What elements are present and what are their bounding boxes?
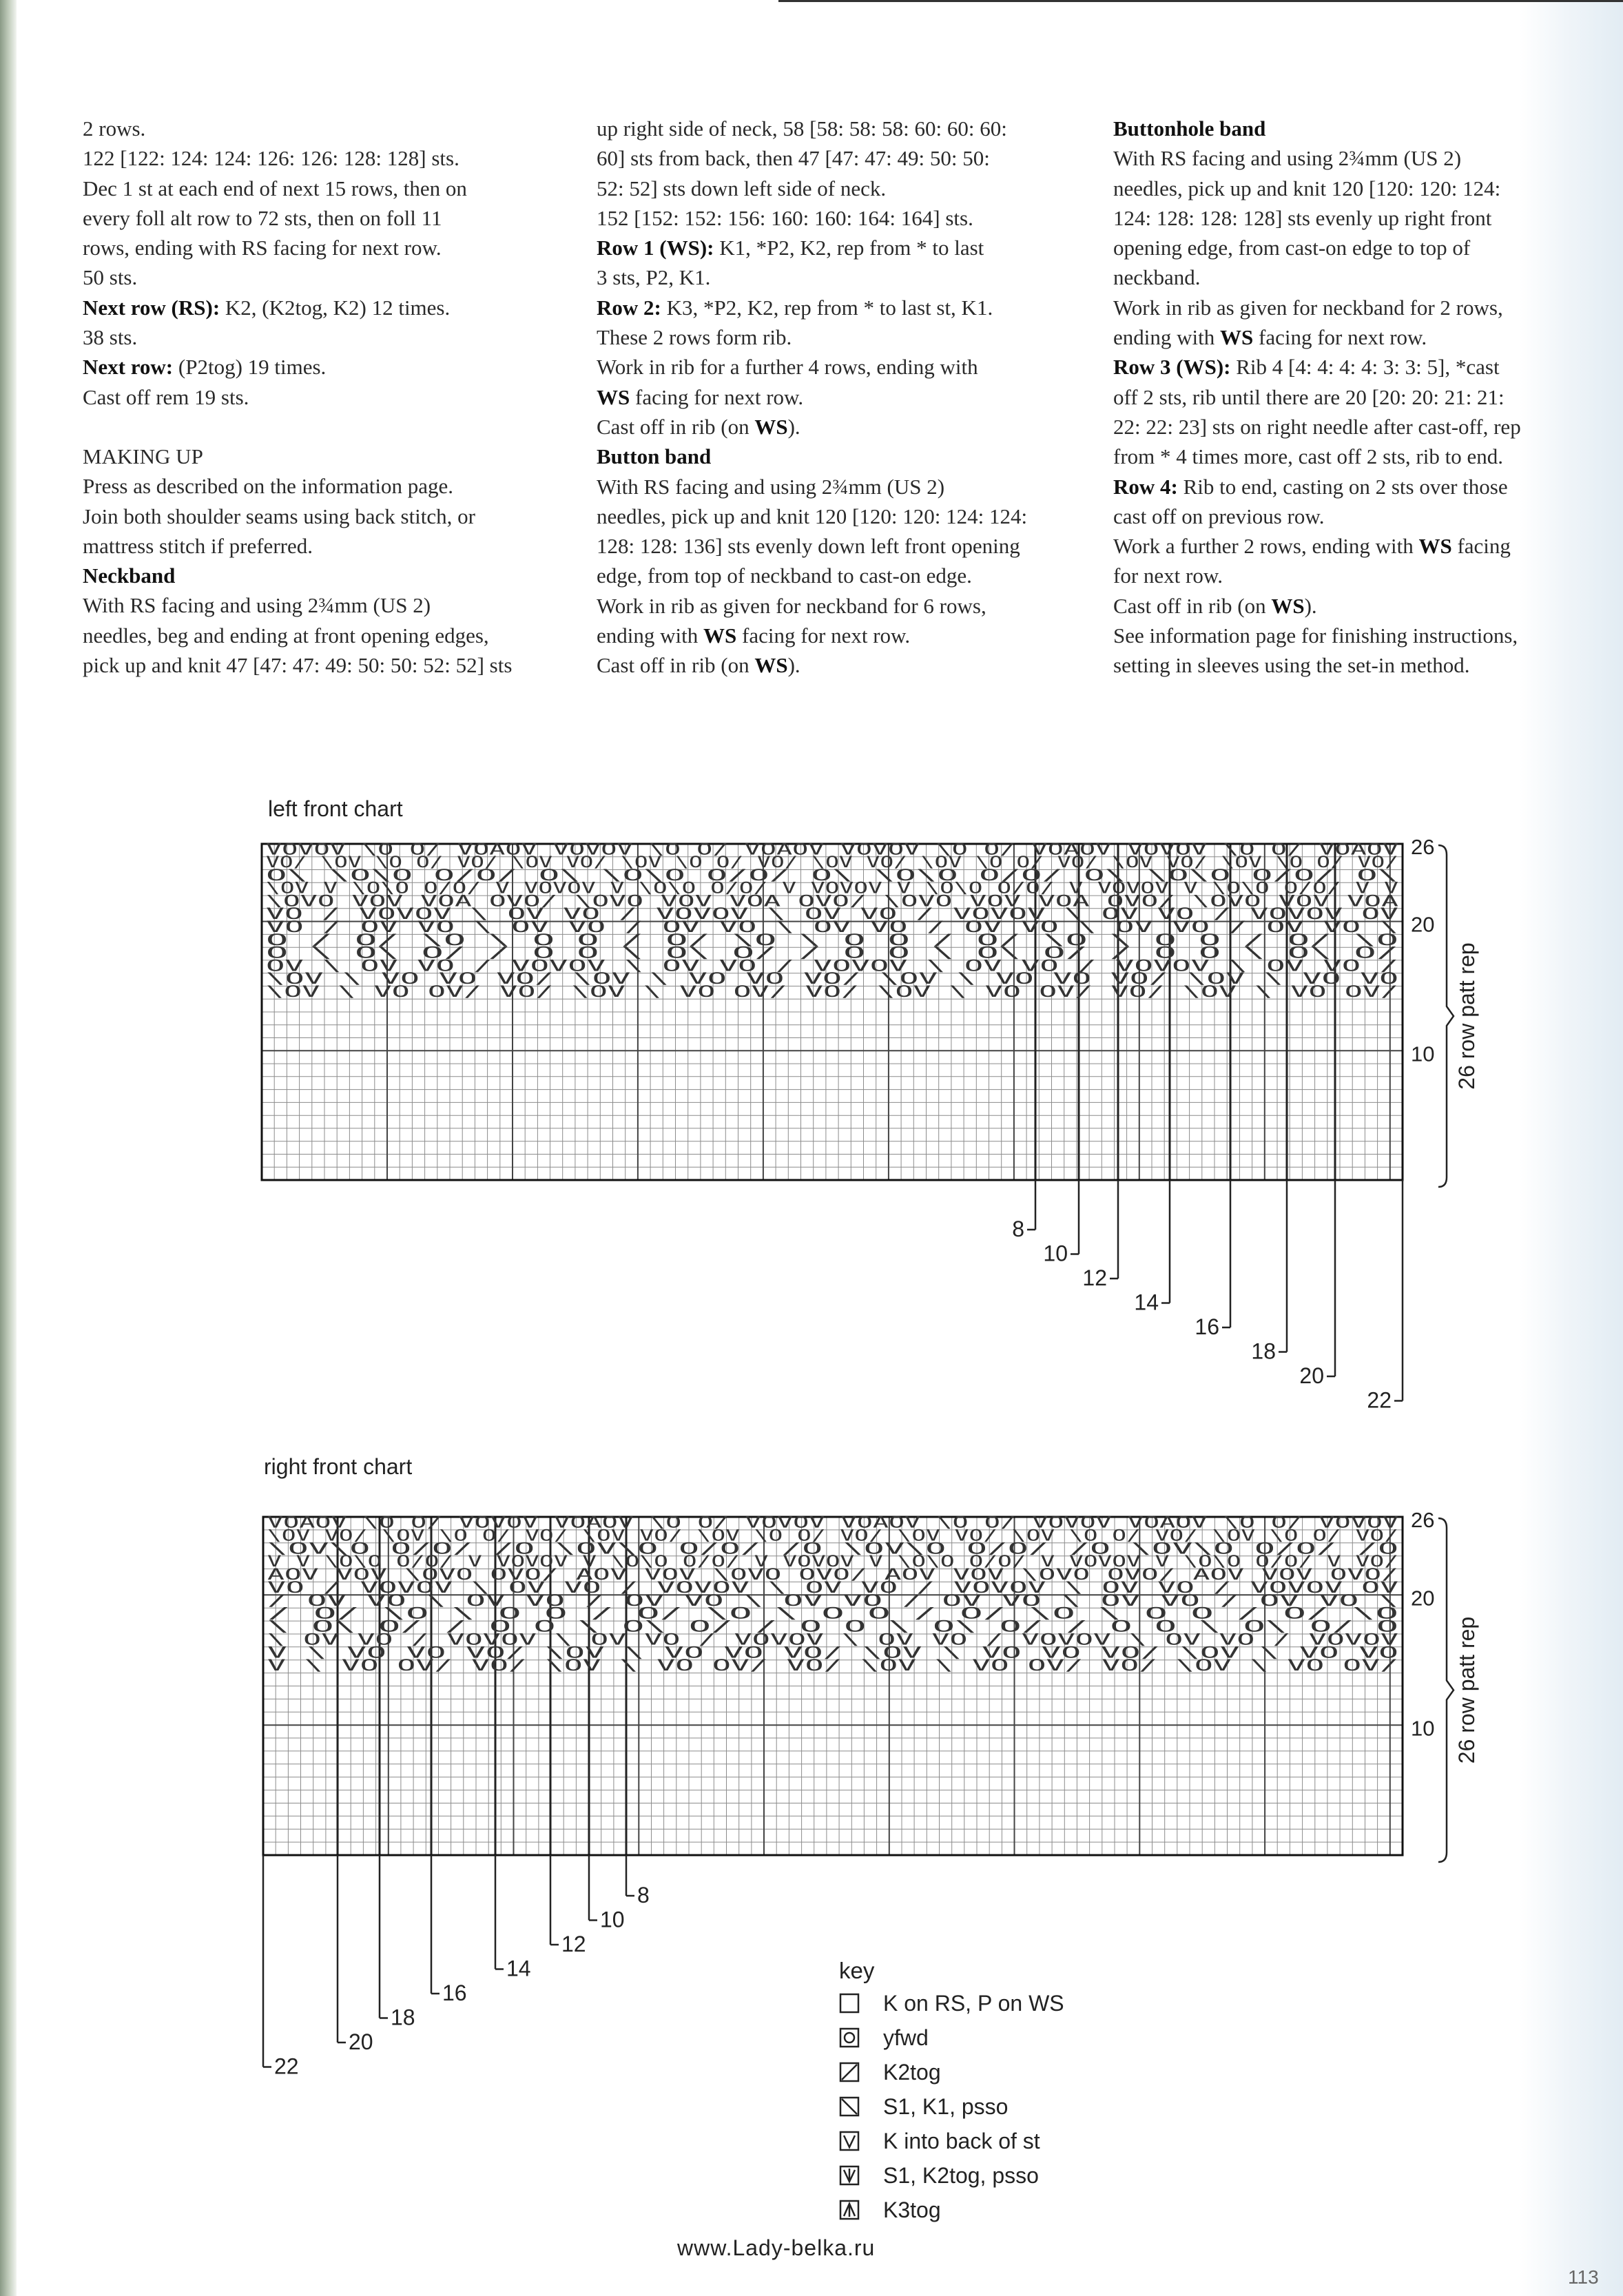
right-repeat-label: 26 row patt rep xyxy=(1454,1616,1479,1764)
bold-term: Row 1 (WS): xyxy=(597,236,714,260)
key-item-label: S1, K1, psso xyxy=(883,2093,1009,2119)
text-line: needles, pick up and knit 120 [120: 120: 124: 124: xyxy=(597,504,1028,528)
text-line: off 2 sts, rib until there are 20 [20: 20: 21: 21: xyxy=(1113,384,1505,409)
right-symbol-row: \ OV VO / VOVOV \ OV VO / VOVOV \ OV VO / VOVOV \ OV VO / VOVOV xyxy=(267,1631,1398,1649)
text-line: cast off on previous row. xyxy=(1113,504,1325,528)
key-circle-icon xyxy=(839,2027,860,2048)
key-vbar-icon xyxy=(839,2165,860,2186)
key-backslash-icon xyxy=(839,2096,860,2117)
key-item xyxy=(839,2160,1039,2191)
text-line: needles, pick up and knit 120 [120: 120: 124: xyxy=(1113,176,1501,200)
key-item-label: yfwd xyxy=(883,2025,929,2050)
key-a-icon xyxy=(839,2200,860,2220)
section-heading-making-up: MAKING UP xyxy=(83,444,203,468)
text-fragment: Work a further 2 rows, ending with xyxy=(1113,534,1419,559)
key-item-label: K on RS, P on WS xyxy=(883,1990,1064,2016)
bold-term: WS xyxy=(754,653,788,678)
key-item xyxy=(839,2195,941,2225)
text-line: 3 sts, P2, K1. xyxy=(597,265,711,290)
text-fragment: facing xyxy=(1451,534,1511,559)
left-symbol-row: O / O/ \O \ O O / O/ \O \ O O / O/ \O \ O O / O/ \O xyxy=(266,931,1398,949)
text-line: neckband. xyxy=(1113,265,1201,290)
right-size-label: 16 xyxy=(442,1980,467,2005)
text-line: 38 sts. xyxy=(83,325,138,350)
text-line: Cast off rem 19 sts. xyxy=(83,384,249,409)
right-size-label: 20 xyxy=(349,2029,373,2054)
left-size-label: 14 xyxy=(1134,1290,1159,1315)
key-item xyxy=(839,2091,1008,2122)
left-repeat-label: 26 row patt rep xyxy=(1454,942,1479,1090)
left-size-label: 22 xyxy=(1367,1387,1392,1413)
text-line: pick up and knit 47 [47: 47: 49: 50: 50: 52: 52] sts xyxy=(83,653,513,678)
key-item-label: K2tog xyxy=(883,2059,941,2085)
left-symbol-row: VOVOV \O O/ VOAOV VOVOV \O O/ VOAOV VOVOV \O O/ VOAOV VOVOV \O O/ VOAOV xyxy=(266,841,1398,859)
text-fragment: Cast off in rib (on xyxy=(1113,593,1272,618)
right-symbol-row: / OV VO \ OV VO / OV VO \ OV VO / OV VO \ OV VO / OV VO \ xyxy=(267,1592,1399,1610)
bold-term: WS xyxy=(703,623,737,648)
key-item-label: S1, K2tog, psso xyxy=(883,2162,1039,2188)
text-fragment: ending with xyxy=(597,623,703,648)
text-fragment: ). xyxy=(787,653,800,678)
left-row-number-label: 26 xyxy=(1411,835,1435,859)
text-line: every foll alt row to 72 sts, then on foll 11 xyxy=(83,205,442,230)
right-size-label: 10 xyxy=(600,1907,625,1932)
text-line: opening edge, from cast-on edge to top of xyxy=(1113,236,1471,260)
text-fragment: (P2tog) 19 times. xyxy=(173,355,327,380)
website-watermark: www.Lady-belka.ru xyxy=(677,2235,876,2260)
key-item-label: K into back of st xyxy=(883,2128,1040,2153)
left-symbol-row: \OV \ VO VO VO/ \OV \ VO VO VO/ \OV \ VO VO VO/ \OV \ VO VO xyxy=(266,971,1398,989)
text-line: With RS facing and using 2¾mm (US 2) xyxy=(597,474,945,499)
text-line: With RS facing and using 2¾mm (US 2) xyxy=(1113,146,1462,171)
text-line: needles, beg and ending at front opening edges, xyxy=(83,623,489,648)
right-size-label: 22 xyxy=(274,2054,299,2079)
text-line: Work in rib as given for neckband for 2 rows, xyxy=(1113,295,1503,320)
right-symbol-row: \OV\O O/O/ /O \OV\O O/O/ /O \OV\O O/O/ /O \OV\O O/O/ /O xyxy=(267,1540,1398,1558)
left-symbol-row: VO/ \OV \O O/ VO/ \OV VO/ \OV \O O/ VO/ \OV VO/ \OV \O O/ VO/ \OV VO/ \OV \O O/ VO/ xyxy=(266,854,1398,872)
text-fragment: ). xyxy=(787,414,800,439)
right-symbol-row: \ O\ O/ / O O \ O\ O/ / O O \ O\ O/ / O O \ O\ O/ O xyxy=(267,1618,1398,1636)
bold-term: WS xyxy=(1220,325,1254,350)
text-line: from * 4 times more, cast off 2 sts, rib to end. xyxy=(1113,444,1503,469)
right-symbol-row: / O/ \O \ O O / O/ \O \ O O / O/ \O \ O O / O/ \O xyxy=(267,1605,1399,1623)
right-size-label: 14 xyxy=(506,1956,531,1981)
left-symbol-row: O\ \O\O O/O/ O\ \O\O O/O/ O\ \O\O O/O/ O\ \O\O O/O/ O\ xyxy=(266,867,1398,885)
right-symbol-row: \OV VO/ \OV \O O/ VO/ \OV VO/ \OV \O O/ VO/ \OV VO/ \OV \O O/ VO/ \OV \O O/ VO/ xyxy=(267,1527,1398,1545)
text-line: Work in rib as given for neckband for 6 rows, xyxy=(597,593,986,618)
text-fragment: facing for next row. xyxy=(630,384,804,409)
right-row-number-label: 26 xyxy=(1411,1508,1435,1533)
key-item-label: K3tog xyxy=(883,2197,941,2222)
key-blank-icon xyxy=(839,1993,860,2014)
text-line: 124: 128: 128: 128] sts evenly up right front xyxy=(1113,205,1492,230)
text-line: 52: 52] sts down left side of neck. xyxy=(597,176,887,200)
right-symbol-row: V \ VO VO VO/ \OV \ VO VO VO/ \OV \ VO VO VO/ \OV \ VO VO xyxy=(267,1644,1399,1662)
left-size-label: 20 xyxy=(1299,1363,1324,1388)
right-row-number-label: 10 xyxy=(1411,1716,1435,1741)
text-line: Dec 1 st at each end of next 15 rows, then on xyxy=(83,176,467,200)
left-size-label: 12 xyxy=(1082,1265,1107,1290)
left-repeat-bracket xyxy=(1438,845,1454,1187)
key-v-icon xyxy=(839,2131,860,2151)
text-line: 60] sts from back, then 47 [47: 47: 49: 50: 50: xyxy=(597,146,990,171)
text-fragment: K3, *P2, K2, rep from * to last st, K1. xyxy=(661,295,993,320)
text-fragment: ). xyxy=(1304,593,1317,618)
left-size-label: 8 xyxy=(1012,1217,1024,1241)
section-heading-button-band: Button band xyxy=(597,444,712,469)
text-fragment: ending with xyxy=(1113,325,1220,350)
text-fragment: Cast off in rib (on xyxy=(597,414,755,439)
text-line: 128: 128: 136] sts evenly down left front opening xyxy=(597,534,1020,559)
text-line: up right side of neck, 58 [58: 58: 58: 60: 60: 60: xyxy=(597,116,1007,141)
text-fragment: Cast off in rib (on xyxy=(597,653,755,678)
left-symbol-row: VO / VOVOV \ OV VO / VOVOV \ OV VO / VOVOV \ OV VO / VOVOV OV xyxy=(266,906,1398,924)
text-line: See information page for finishing instructions, xyxy=(1113,623,1518,648)
key-item xyxy=(839,2126,1040,2156)
text-line: setting in sleeves using the set-in method. xyxy=(1113,653,1470,678)
bold-term: WS xyxy=(1418,534,1452,559)
left-size-label: 10 xyxy=(1043,1241,1068,1266)
text-line: mattress stitch if preferred. xyxy=(83,533,313,558)
key-item xyxy=(839,1988,1064,2018)
text-fragment: K2, (K2tog, K2) 12 times. xyxy=(220,295,451,320)
section-heading-neckband: Neckband xyxy=(83,563,176,588)
text-line: With RS facing and using 2¾mm (US 2) xyxy=(83,593,431,618)
left-row-number-label: 10 xyxy=(1411,1042,1435,1066)
right-symbol-row: VOAOV \O O/ VOVOV VOAOV \O O/ VOVOV VOAOV \O O/ VOVOV VOAOV \O O/ VOVOV xyxy=(267,1514,1398,1532)
page-number: 113 xyxy=(1568,2266,1599,2288)
text-line: rows, ending with RS facing for next row. xyxy=(83,236,442,260)
text-line: These 2 rows form rib. xyxy=(597,325,792,350)
left-chart xyxy=(262,835,1479,1413)
bold-term: Row 4: xyxy=(1113,474,1178,499)
text-line: 22: 22: 23] sts on right needle after cast-off, rep xyxy=(1113,414,1521,439)
bold-term: WS xyxy=(754,414,788,439)
text-line: edge, from top of neckband to cast-on edge. xyxy=(597,563,972,588)
right-chart-title: right front chart xyxy=(264,1454,413,1479)
left-size-label: 18 xyxy=(1251,1338,1276,1364)
bold-term: Next row: xyxy=(83,355,174,380)
right-size-label: 12 xyxy=(561,1932,586,1956)
right-symbol-row: V \ VO OV/ VO/ \OV \ VO OV/ VO/ \OV \ VO OV/ VO/ \OV \ VO OV/ xyxy=(267,1657,1398,1675)
bold-term: Next row (RS): xyxy=(83,295,220,320)
text-fragment: Rib 4 [4: 4: 4: 4: 3: 3: 5], *cast xyxy=(1230,355,1500,380)
left-symbol-row: VO / OV VO \ OV VO / OV VO \ OV VO / OV VO \ OV VO / OV VO \ xyxy=(266,919,1399,936)
right-symbol-row: VO / VOVOV \ OV VO / VOVOV \ OV VO / VOVOV \ OV VO / VOVOV OV xyxy=(267,1579,1398,1597)
right-row-number-label: 20 xyxy=(1411,1586,1435,1611)
text-fragment: facing for next row. xyxy=(736,623,911,648)
text-line: 50 sts. xyxy=(83,265,138,290)
text-line: 152 [152: 152: 156: 160: 160: 164: 164] sts. xyxy=(597,205,973,230)
text-fragment: K1, *P2, K2, rep from * to last xyxy=(714,236,984,260)
left-symbol-row: \OV \ VO OV/ VO/ \OV \ VO OV/ VO/ \OV \ VO OV/ VO/ \OV \ VO OV/ xyxy=(266,983,1398,1001)
text-fragment: facing for next row. xyxy=(1253,325,1427,350)
section-heading-buttonhole-band: Buttonhole band xyxy=(1113,116,1266,141)
key-slash-icon xyxy=(839,2062,860,2082)
left-row-number-label: 20 xyxy=(1411,912,1435,937)
right-symbol-row: V V \O\O O/O/ V VOVOV V \O\O O/O/ V VOVOV V \O\O O/O/ V VOVOV V \O\O O/O/ V VO/ xyxy=(267,1553,1398,1571)
key-item xyxy=(839,2057,941,2087)
key-title: key xyxy=(839,1958,875,1983)
text-line: Join both shoulder seams using back stitch, or xyxy=(83,504,475,528)
text-fragment: Rib to end, casting on 2 sts over those xyxy=(1177,474,1508,499)
right-size-label: 8 xyxy=(637,1883,650,1907)
bold-term: Row 3 (WS): xyxy=(1113,355,1231,380)
text-line: 2 rows. xyxy=(83,116,146,141)
left-symbol-row: OV \ OV VO / VOVOV \ OV VO / VOVOV \ OV VO / VOVOV \ OV VO / xyxy=(266,958,1399,975)
left-symbol-row: \OVO VOV VOA OVO/ \OVO VOV VOA OVO/ \OVO VOV VOA OVO/ \OVO VOV VOA xyxy=(266,893,1398,911)
key-item xyxy=(839,2023,929,2053)
text-line: 122 [122: 124: 124: 126: 126: 128: 128] sts. xyxy=(83,146,459,171)
text-line: Press as described on the information page. xyxy=(83,474,454,499)
text-line: Work in rib for a further 4 rows, ending with xyxy=(597,355,978,380)
bold-term: WS xyxy=(1271,593,1305,618)
left-chart-title: left front chart xyxy=(268,796,403,821)
right-symbol-row: AOV VOV \OVO OVO/ AOV VOV \OVO OVO/ AOV VOV \OVO OVO/ AOV VOV OVO/ xyxy=(267,1566,1398,1584)
left-symbol-row: O \ O\ O/ / O O \ O\ O/ / O O \ O\ O/ / O O \ O\ O/ xyxy=(266,944,1398,962)
left-size-label: 16 xyxy=(1195,1314,1219,1339)
right-size-label: 18 xyxy=(391,2005,415,2030)
right-repeat-bracket xyxy=(1438,1518,1454,1862)
text-line: for next row. xyxy=(1113,563,1223,588)
left-symbol-row: \OV V \O\O O/O/ V VOVOV V \O\O O/O/ V VOVOV V \O\O O/O/ V VOVOV V \O\O O/O/ V V xyxy=(266,880,1398,898)
bold-term: WS xyxy=(597,384,630,409)
bold-term: Row 2: xyxy=(597,295,661,320)
